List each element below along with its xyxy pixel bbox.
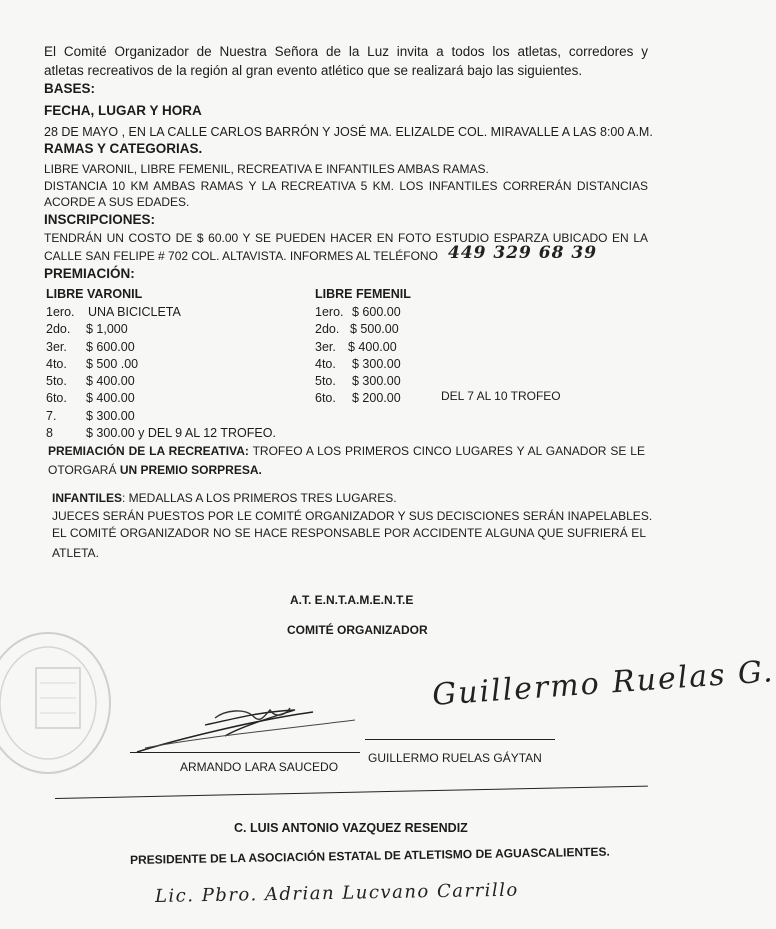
femenil-note: DEL 7 AL 10 TROFEO [441,389,561,403]
femenil-place: 1ero. [315,305,344,319]
femenil-prize: $ 300.00 [352,374,401,388]
infantiles-line [52,490,397,506]
recreativa-line-1 [48,443,645,459]
left-signature-line [130,752,360,753]
varonil-place: 1ero. [46,305,75,319]
varonil-prize: UNA BICICLETA [88,305,181,319]
ramas-line-2: DISTANCIA 10 KM AMBAS RAMAS Y LA RECREATIVA 5 KM. LOS INFANTILES CORRERÁN DISTANCIAS [44,179,648,193]
inscripciones-line-2: CALLE SAN FELIPE # 702 COL. ALTAVISTA. INFORMES AL TELÉFONO [44,249,438,263]
femenil-place: 3er. [315,340,336,354]
varonil-prize: $ 500 .00 [86,357,139,371]
infantiles-label: INFANTILES [52,491,123,505]
premiacion-heading: PREMIACIÓN: [44,266,135,281]
ramas-heading: RAMAS Y CATEGORIAS. [44,141,203,156]
telefono-handwritten: 449 329 68 39 [448,243,598,263]
ramas-line-3: ACORDE A SUS EDADES. [44,195,190,209]
signature-rule [55,786,648,799]
femenil-prize: $ 400.00 [348,340,397,354]
varonil-place: 2do. [46,322,71,336]
femenil-place: 6to. [315,391,336,405]
right-signer-name: GUILLERMO RUELAS GÁYTAN [368,751,542,765]
inscripciones-heading: INSCRIPCIONES: [44,212,156,227]
right-signature-line [365,739,555,740]
official-seal [0,628,120,778]
infantiles-text: : MEDALLAS A LOS PRIMEROS TRES LUGARES. [122,491,397,505]
varonil-prize: $ 600.00 [86,340,135,354]
inscripciones-line-1: TENDRÁN UN COSTO DE $ 60.00 Y SE PUEDEN HACER EN FOTO ESTUDIO ESPARZA UBICADO EN LA [44,231,648,245]
president-title: PRESIDENTE DE LA ASOCIACIÓN ESTATAL DE ATLETISMO DE AGUASCALIENTES. [129,844,610,867]
ramas-line-1: LIBRE VARONIL, LIBRE FEMENIL, RECREATIVA E INFANTILES AMBAS RAMAS. [44,162,489,176]
varonil-prize: $ 1,000 [86,322,128,336]
varonil-place: 6to. [46,391,67,405]
recreativa-line-2 [48,462,262,478]
varonil-place: 7. [46,409,57,423]
jueces-line: JUECES SERÁN PUESTOS POR LE COMITÉ ORGANIZADOR Y SUS DECISCIONES SERÁN INAPELABLES. [52,509,653,523]
femenil-place: 5to. [315,374,336,388]
varonil-prize: $ 300.00 y DEL 9 AL 12 TROFEO. [86,426,276,440]
varonil-place: 5to. [46,374,67,388]
recreativa-label: PREMIACIÓN DE LA RECREATIVA: [48,444,249,458]
varonil-prize: $ 400.00 [86,374,135,388]
intro-line-2: atletas recreativos de la región al gran evento atlético que se realizará bajo las siguientes. [44,63,583,78]
varonil-heading: LIBRE VARONIL [46,287,143,301]
femenil-place: 2do. [315,322,340,336]
varonil-prize: $ 300.00 [86,409,135,423]
handwritten-signature-bottom: Lic. Pbro. Adrian Lucvano Carrillo [154,879,519,907]
comite-line-1: EL COMITÉ ORGANIZADOR NO SE HACE RESPONSABLE POR ACCIDENTE ALGUNA QUE SUFRIERÁ EL [52,526,646,540]
varonil-place: 4to. [46,357,67,371]
atentamente: A.T. E.N.T.A.M.E.N.T.E [290,593,414,607]
femenil-prize: $ 300.00 [352,357,401,371]
left-signature [135,690,365,760]
fecha-heading: FECHA, LUGAR Y HORA [44,103,202,118]
intro-line-1: El Comité Organizador de Nuestra Señora de la Luz invita a todos los atletas, corredores y [44,44,648,59]
recreativa-text: TROFEO A LOS PRIMEROS CINCO LUGARES Y AL GANADOR SE LE [252,444,645,458]
president-name: C. LUIS ANTONIO VAZQUEZ RESENDIZ [234,821,468,835]
femenil-place: 4to. [315,357,336,371]
femenil-prize: $ 200.00 [352,391,401,405]
femenil-prize: $ 500.00 [350,322,399,336]
varonil-place: 8 [46,426,53,440]
bases-heading: BASES: [44,81,96,96]
recreativa-text-2: OTORGARÁ [48,463,117,477]
recreativa-bold: UN PREMIO SORPRESA. [119,463,262,477]
comite-organizador: COMITÉ ORGANIZADOR [287,623,428,637]
varonil-place: 3er. [46,340,67,354]
left-signer-name: ARMANDO LARA SAUCEDO [180,760,339,774]
fecha-text: 28 DE MAYO , EN LA CALLE CARLOS BARRÓN Y JOSÉ MA. ELIZALDE COL. MIRAVALLE A LAS 8:00 A.M. [44,125,653,139]
right-signature-handwriting: Guillermo Ruelas G. [431,654,776,713]
femenil-heading: LIBRE FEMENIL [315,287,411,301]
varonil-prize: $ 400.00 [86,391,135,405]
comite-line-2: ATLETA. [52,546,99,560]
femenil-prize: $ 600.00 [352,305,401,319]
